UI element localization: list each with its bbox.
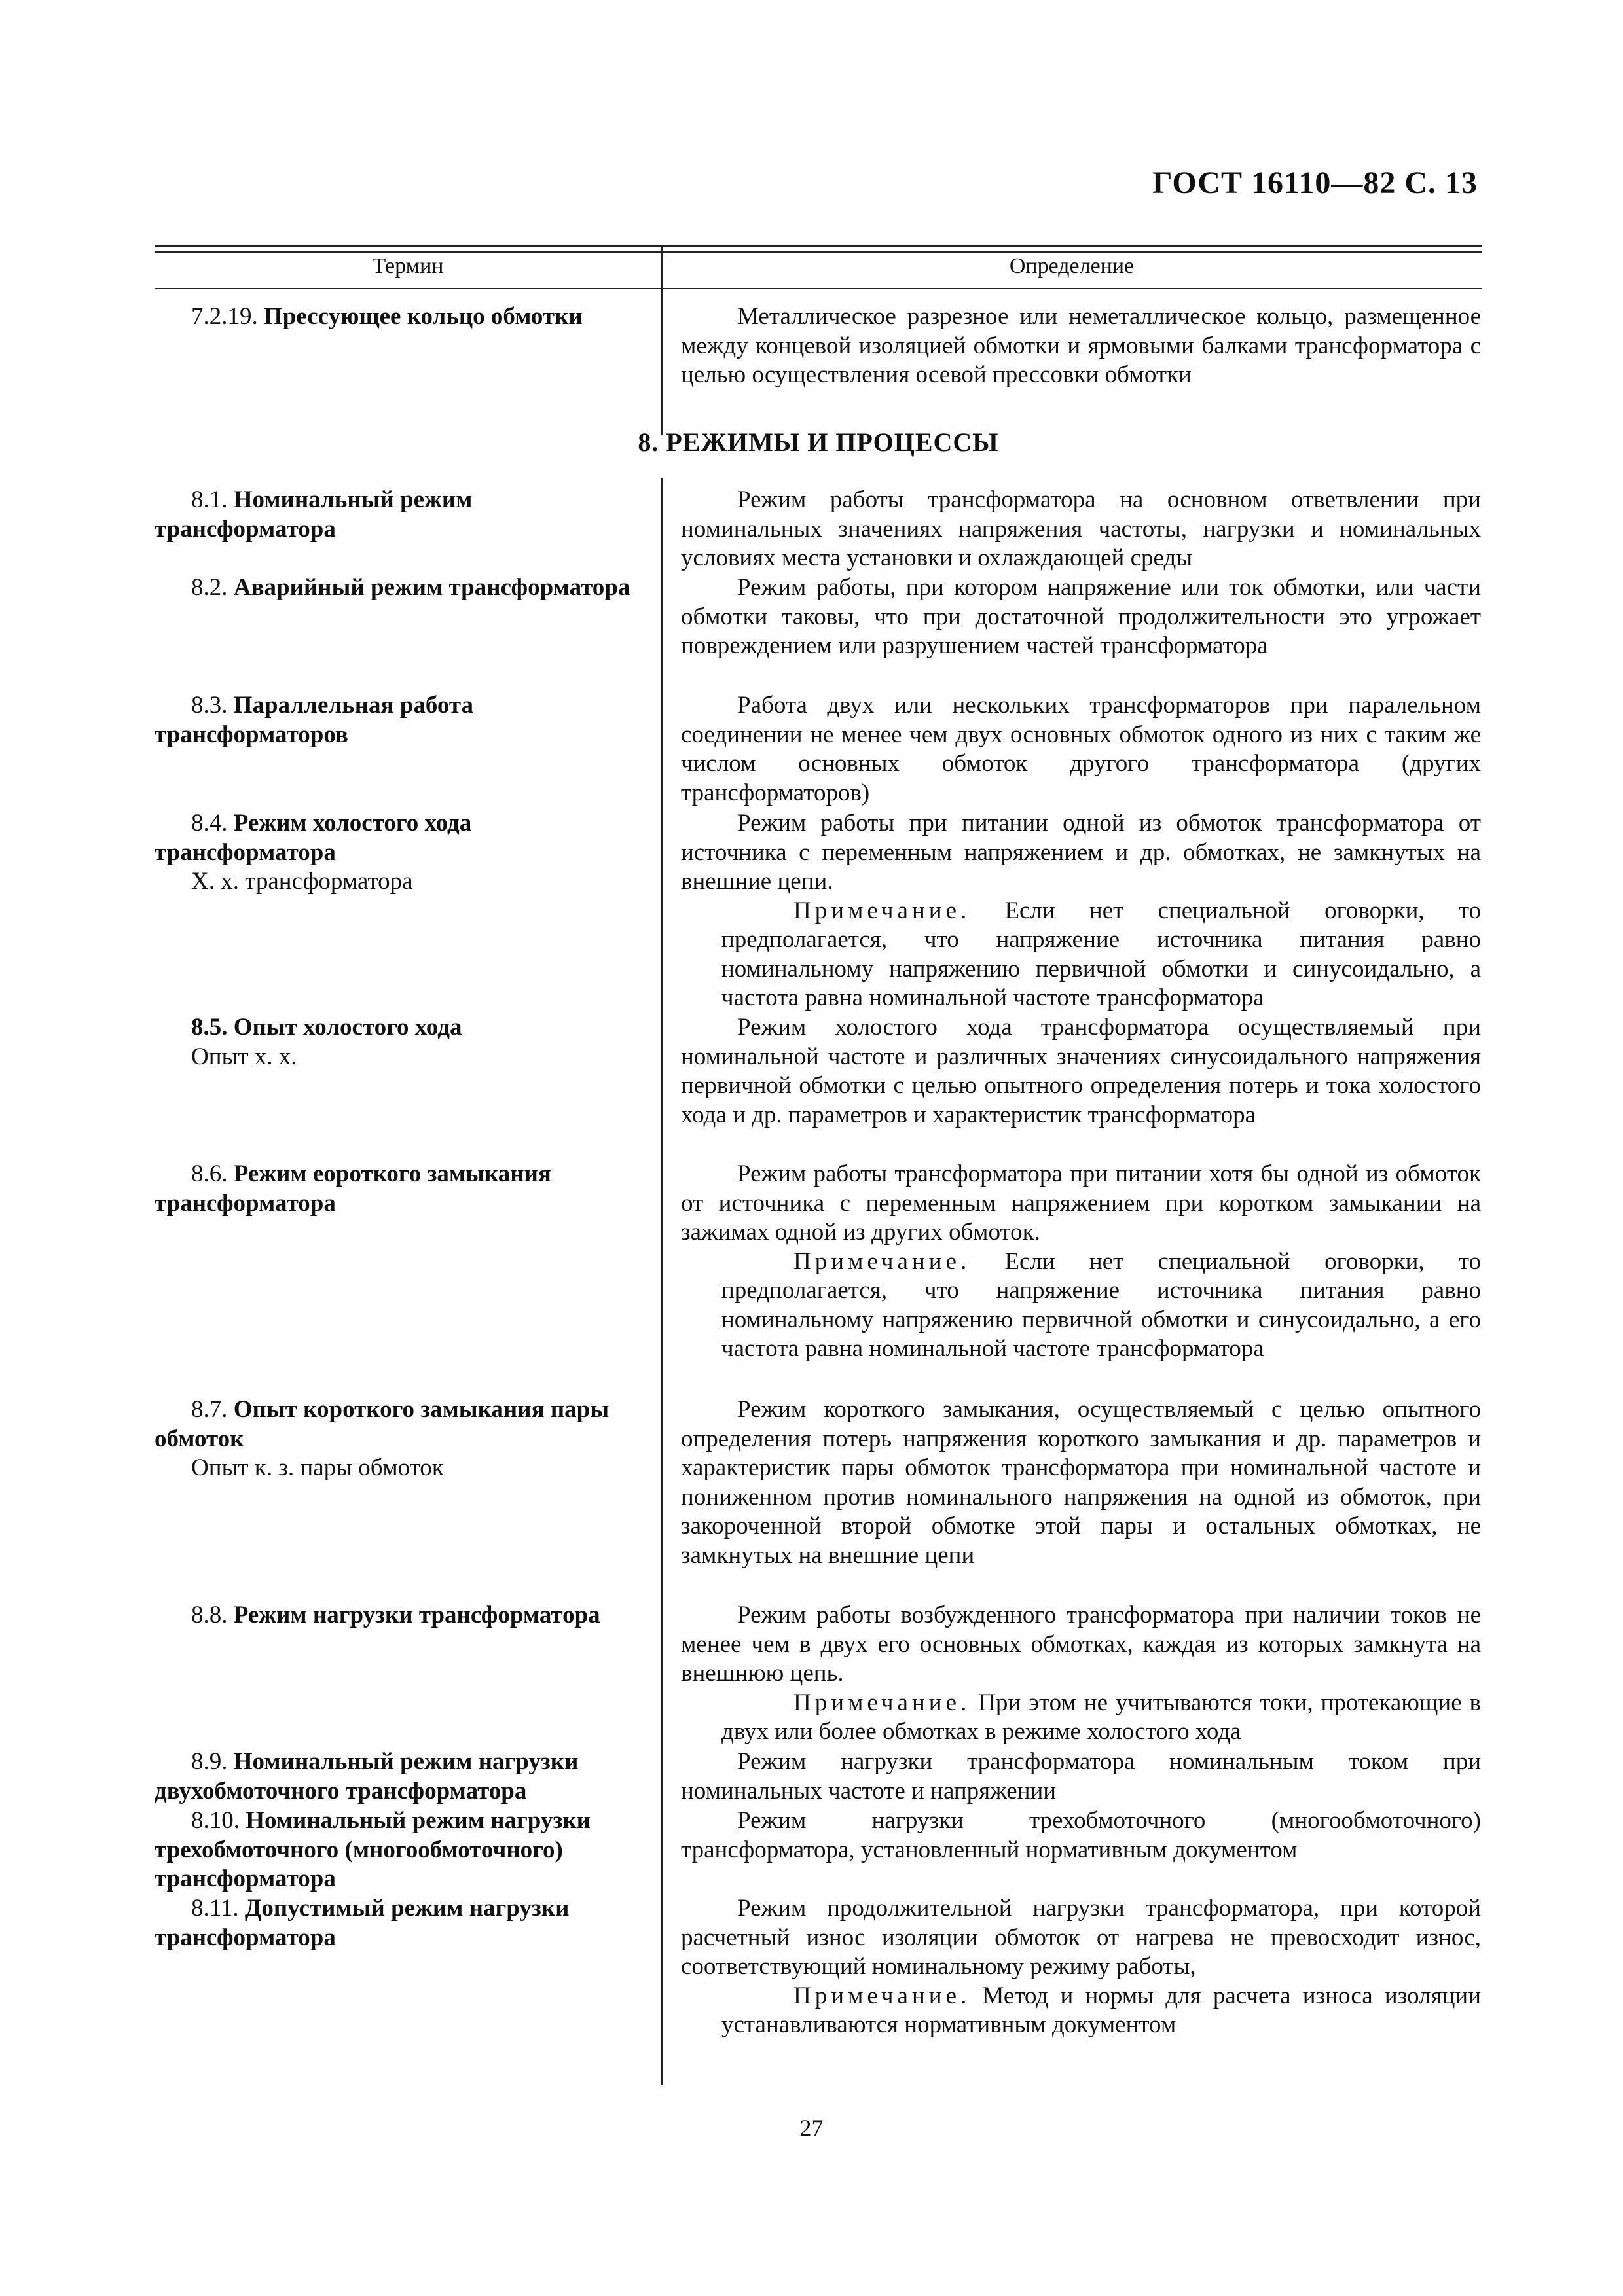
table-top-rule-double	[155, 251, 1482, 253]
term-number: 8.11.	[191, 1895, 239, 1922]
term-abbreviation: Опыт к. з. пары обмоток	[191, 1454, 444, 1481]
definition-row-8-4	[681, 809, 1481, 1013]
definition-row-8-3	[681, 691, 1481, 808]
column-header-definition: Определение	[1009, 254, 1135, 278]
definition-note	[681, 897, 1481, 1013]
note-label: Примечание.	[793, 1247, 971, 1275]
term-number: 8.5.	[191, 1014, 228, 1041]
definition-row-8-9	[681, 1748, 1481, 1806]
definition-row-8-5	[681, 1013, 1481, 1130]
definition-row-8-10	[681, 1806, 1481, 1865]
term-number: 8.4.	[191, 810, 228, 836]
column-header-term: Термин	[372, 254, 444, 278]
term-number: 7.2.19.	[191, 303, 258, 330]
term-row-8-4	[155, 809, 649, 897]
term-name: Прессующее кольцо обмотки	[264, 303, 583, 330]
definition-note	[681, 1982, 1481, 2040]
definition-text: Режим работы трансформатора на основном ответвлении при номинальных значениях напряжения частоты, нагрузки и номинальных условиях места установки и охлаждающей среды	[681, 486, 1481, 571]
definition-row-8-2	[681, 573, 1481, 661]
note-text: Метод и нормы для расчета износа изоляции устанавливаются нормативным документом	[721, 1982, 1481, 2038]
term-number: 8.6.	[191, 1160, 228, 1187]
table-top-rule	[155, 245, 1482, 247]
definition-text: Работа двух или нескольких трансформаторов при паралельном соединении не менее чем двух основных обмоток одного из них с таким же числом основных обмоток другого трансформатора (других трансформаторов)	[681, 692, 1481, 806]
definition-row-7-2-19	[681, 302, 1481, 390]
term-row-8-8	[155, 1601, 649, 1630]
term-abbreviation: Опыт х. х.	[191, 1043, 297, 1070]
note-text: Если нет специальной оговорки, то предполагается, что напряжение источника питания равно номинальному напряжению первичной обмотки и синусоидально, а его частота равна номинальной частоте трансформатора	[721, 1247, 1482, 1362]
term-name: Номинальный режим нагрузки двухобмоточного трансформатора	[155, 1748, 579, 1804]
definition-row-8-8	[681, 1601, 1481, 1747]
term-name: Параллельная работа трансформаторов	[155, 692, 474, 748]
definition-text: Металлическое разрезное или неметаллическое кольцо, размещенное между концевой изоляцией обмотки и ярмовыми балками трансформатора с целью осуществления осевой прессовки обмотки	[681, 303, 1481, 388]
note-label: Примечание.	[793, 897, 971, 924]
document-header: ГОСТ 16110—82 С. 13	[1152, 166, 1478, 200]
term-name: Опыт короткого замыкания пары обмоток	[155, 1396, 610, 1452]
definition-text: Режим холостого хода трансформатора осуществляемый при номинальной частоте и различных значениях синусоидального напряжения первичной обмотки с целью опытного определения потерь и тока холостого хода и др. параметров и характеристик трансформатора	[681, 1014, 1481, 1128]
term-number: 8.1.	[191, 486, 228, 513]
term-number: 8.9.	[191, 1748, 228, 1775]
term-row-8-5	[155, 1013, 649, 1071]
term-name: Допустимый режим нагрузки трансформатора	[155, 1895, 570, 1951]
term-row-8-3	[155, 691, 649, 749]
term-row-8-6	[155, 1160, 649, 1218]
note-label: Примечание.	[793, 1689, 971, 1716]
section-title	[155, 427, 1482, 457]
definition-note	[681, 1689, 1481, 1747]
term-name: Режим холостого хода трансформатора	[155, 810, 472, 866]
definition-text: Режим работы, при котором напряжение или ток обмотки, или части обмотки таковы, что при достаточной продолжительности это угрожает повреждением или разрушением частей трансформатора	[681, 574, 1481, 659]
term-number: 8.10.	[191, 1807, 240, 1834]
term-name: Режим еороткого замыкания трансформатора	[155, 1160, 551, 1217]
definition-text: Режим нагрузки трехобмоточного (многообмоточного) трансформатора, установленный нормативным документом	[681, 1807, 1481, 1863]
term-name: Режим нагрузки трансформатора	[233, 1602, 600, 1628]
term-row-8-9	[155, 1748, 649, 1806]
term-row-7-2-19	[155, 302, 649, 332]
page-number: 27	[799, 2115, 824, 2141]
definition-row-8-11	[681, 1894, 1481, 2040]
note-text: Если нет специальной оговорки, то предполагается, что напряжение источника питания равно номинальному напряжению первичной обмотки и синусоидально, а частота равна номинальной частоте трансформатора	[721, 897, 1482, 1011]
definition-text: Режим работы трансформатора при питании хотя бы одной из обмоток от источника с переменным напряжением при коротком замыкании на зажимах одной из других обмоток.	[681, 1160, 1481, 1246]
definition-row-8-7	[681, 1395, 1481, 1570]
term-abbreviation: Х. х. трансформатора	[191, 868, 413, 895]
section-title-text: 8. РЕЖИМЫ И ПРОЦЕССЫ	[638, 427, 999, 457]
term-row-8-10	[155, 1806, 649, 1894]
definition-text: Режим короткого замыкания, осуществляемый с целью опытного определения потерь напряжения короткого замыкания и др. параметров и характеристик пары обмоток трансформатора при номинальной частоте и пониженном против номинального напряжения на одной из обмоток, при закороченной второй обмотке этой пары и остальных обмотках, не замкнутых на внешние цепи	[681, 1396, 1481, 1569]
note-label: Примечание.	[793, 1982, 971, 2009]
definition-row-8-1	[681, 486, 1481, 573]
term-number: 8.3.	[191, 692, 228, 719]
definition-note	[681, 1247, 1481, 1364]
term-row-8-2	[155, 573, 649, 603]
term-name: Номинальный режим трансформатора	[155, 486, 473, 543]
term-row-8-11	[155, 1894, 649, 1952]
term-name: Номинальный режим нагрузки трехобмоточного (многообмоточного) трансформатора	[155, 1807, 591, 1892]
definition-text: Режим нагрузки трансформатора номинальным током при номинальных частоте и напряжении	[681, 1748, 1481, 1804]
note-text: При этом не учитываются токи, протекающие в двух или более обмотках в режиме холостого хода	[721, 1689, 1482, 1745]
term-row-8-1	[155, 486, 649, 544]
term-number: 8.7.	[191, 1396, 228, 1423]
definition-row-8-6	[681, 1160, 1481, 1364]
definition-text: Режим работы при питании одной из обмоток трансформатора от источника с переменным напряжением и др. обмотках, не замкнутых на внешние цепи.	[681, 810, 1481, 895]
term-number: 8.2.	[191, 574, 228, 601]
term-name: Аварийный режим трансформатора	[233, 574, 630, 601]
term-number: 8.8.	[191, 1602, 228, 1628]
term-row-8-7	[155, 1395, 649, 1483]
definition-text: Режим продолжительной нагрузки трансформатора, при которой расчетный износ изоляции обмоток от нагрева не превосходит износ, соответствующий номинальному режиму работы,	[681, 1895, 1481, 1980]
definition-text: Режим работы возбужденного трансформатора при наличии токов не менее чем в двух его основных обмотках, каждая из которых замкнута на внешнюю цепь.	[681, 1602, 1481, 1687]
column-divider-lower	[661, 478, 663, 2085]
term-name: Опыт холостого хода	[233, 1014, 462, 1041]
table-header-rule	[155, 288, 1482, 289]
